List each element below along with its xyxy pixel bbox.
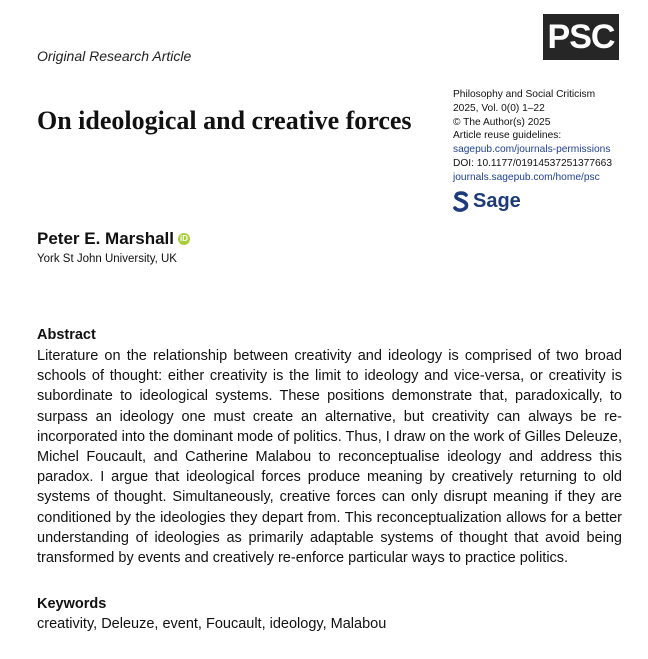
copyright: © The Author(s) 2025 [453,116,551,128]
journal-name: Philosophy and Social Criticism [453,89,596,100]
journal-link[interactable]: journals.sagepub.com/home/psc [453,171,600,183]
keywords-list: creativity, Deleuze, event, Foucault, ideology, Malabou [37,616,387,632]
publisher-logo [453,190,521,213]
keywords-heading: Keywords [37,596,107,612]
orcid-icon[interactable]: iD [180,234,189,243]
author-affiliation: York St John University, UK [37,253,177,265]
volume-info: 2025, Vol. 0(0) 1–22 [453,102,545,114]
permissions-link[interactable]: sagepub.com/journals-permissions [453,144,611,156]
doi: DOI: 10.1177/01914537251377663 [453,157,612,169]
journal-logo: PSC [543,14,619,60]
sage-s-icon [453,191,469,213]
reuse-label: Article reuse guidelines: [453,130,562,142]
journal-metadata [453,88,643,185]
abstract-heading: Abstract [37,327,96,343]
author-name: Peter E. Marshall [37,229,175,248]
publisher-name: Sage [473,190,521,212]
abstract-text: Literature on the relationship between creativity and ideology is comprised of two broad schools of thought: either creativity is the limit to ideology and vice-versa, or creativity is subordinate to ideological systems. These positions demonstrate that, paradoxically, to surpass an ideology one must create an alternative, but creativity can always be re-incorporated into the dominant mode of politics. Thus, I draw on the work of Gilles Deleuze, Michel Foucault, and Catherine Malabou to reconceptualise ideology and address this paradox. I argue that ideological forces produce meaning by creatively returning to old systems of thought. Simultaneously, creative forces can only disrupt meaning if they are conditioned by the ideologies they depart from. This reconceptualization allows for a better understanding of ideologies as primarily adaptable systems of thought that avoid being transformed by events and creatively re-enforce particular ways to practice politics. [37,348,622,567]
author [37,229,190,249]
article-title: On ideological and creative forces [37,106,412,135]
article-type: Original Research Article [37,48,192,64]
